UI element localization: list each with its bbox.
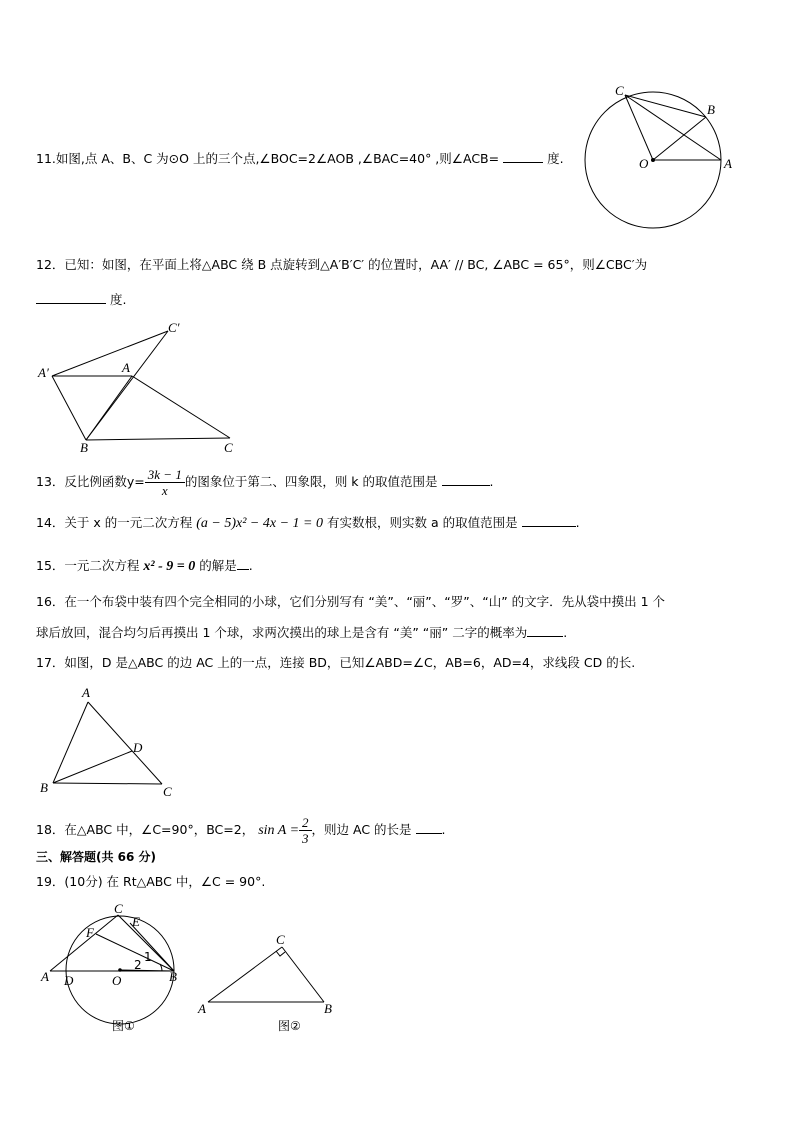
- q14-text: [36, 516, 580, 531]
- fig19a-label-o: O: [112, 973, 122, 988]
- q16-tail: .: [563, 625, 568, 640]
- fig17-label-c: C: [163, 784, 172, 799]
- fig11-ob: [653, 117, 706, 160]
- fig12-ba: [86, 376, 132, 440]
- q16-line2-wrap: [36, 626, 567, 640]
- fig19a-label-a: A: [41, 969, 49, 984]
- fig11-label-o: O: [639, 156, 649, 171]
- q13-pre: 13．反比例函数y=: [36, 474, 145, 489]
- q18-sin: sin A =: [258, 823, 300, 838]
- q16-line2: 球后放回，混合均匀后再摸出 1 个球，求两次摸出的球上是含有 “美” “丽” 二字的概率为: [36, 625, 528, 640]
- fig12-label-a1: A′: [38, 365, 49, 380]
- fig17-label-b: B: [40, 780, 48, 795]
- fig19b-cb: [282, 947, 324, 1002]
- fig19b-label-b: B: [324, 1001, 332, 1016]
- fig12-label-b: B: [80, 440, 88, 455]
- q14-blank[interactable]: [522, 516, 576, 527]
- fig19a-label-f: F: [86, 925, 94, 940]
- fig11-label-c: C: [615, 83, 624, 98]
- q18-numerator: 2: [299, 816, 312, 831]
- q15-pre: 15．一元二次方程: [36, 558, 140, 573]
- fig19b-triangle-diagram: [194, 930, 344, 1040]
- q14-equation: (a − 5)x² − 4x − 1 = 0: [196, 516, 323, 531]
- q11-text: [36, 152, 564, 166]
- q17-text: 17．如图，D 是△ABC 的边 AC 上的一点，连接 BD，已知∠ABD=∠C，AB=6，AD=4，求线段 CD 的长.: [36, 655, 636, 670]
- q18-post: ，则边 AC 的长是: [311, 822, 412, 837]
- q16-line1: 16．在一个布袋中装有四个完全相同的小球，它们分别写有 “美”、“丽”、“罗”、“山” 的文字．先从袋中摸出 1 个: [36, 594, 666, 609]
- q12-stem: 12．已知：如图，在平面上将△ABC 绕 B 点旋转到△A′B′C′ 的位置时，AA′ // BC, ∠ABC = 65°，则∠CBC′为: [36, 257, 648, 272]
- q13-denominator: x: [161, 483, 168, 498]
- q14-tail: .: [575, 515, 580, 530]
- q11-stem: 11.如图,点 A、B、C 为⊙O 上的三个点,∠BOC=2∠AOB ,∠BAC=40° ,则∠ACB=: [36, 151, 500, 166]
- fig19b-label-a: A: [198, 1001, 206, 1016]
- section-title: 三、解答题(共 66 分): [36, 850, 157, 864]
- q13-blank[interactable]: [442, 475, 490, 486]
- fig19a-label-b: B: [169, 969, 177, 984]
- q12-text: [36, 259, 647, 272]
- q13-post: 的图象位于第二、四象限，则 k 的取值范围是: [184, 474, 438, 489]
- q12-tail: 度.: [109, 292, 127, 307]
- fig11-label-a: A: [724, 156, 732, 171]
- fig12-ac: [132, 376, 230, 438]
- fig19a-angle-label-2: 2: [134, 958, 142, 972]
- fig11-label-b: B: [707, 102, 715, 117]
- q15-blank[interactable]: [237, 559, 249, 570]
- q15-equation: x² - 9 = 0: [143, 559, 196, 574]
- fig12-label-c1: C′: [168, 320, 180, 335]
- fig19a-ac: [50, 915, 118, 971]
- q13-tail: .: [489, 474, 494, 489]
- fig19a-label-c: C: [114, 901, 123, 916]
- fig19a-caption: 图①: [112, 1019, 135, 1033]
- q13-numerator: 3k − 1: [145, 468, 185, 483]
- fig17-ac: [88, 702, 162, 784]
- fig17-label-d: D: [133, 740, 143, 755]
- fig17-bc: [53, 783, 162, 784]
- q16-blank[interactable]: [527, 626, 563, 637]
- q15-text: [36, 559, 253, 574]
- q11-tail: 度.: [547, 151, 564, 166]
- q19-text: 19．(10分) 在 Rt△ABC 中，∠C = 90°.: [36, 874, 266, 889]
- fig11-center-dot: [651, 158, 655, 162]
- q18-text: [36, 816, 446, 845]
- fig17-triangle-diagram: [36, 684, 186, 800]
- q15-post: 的解是: [199, 558, 237, 573]
- q13-text: [36, 468, 493, 497]
- fig19b-caption: 图②: [278, 1019, 301, 1033]
- q15-tail: .: [248, 558, 253, 573]
- q14-pre: 14．关于 x 的一元二次方程: [36, 515, 193, 530]
- q18-tail: .: [441, 822, 446, 837]
- q18-pre: 18．在△ABC 中，∠C=90°，BC=2，: [36, 822, 255, 837]
- fig12-bc: [86, 438, 230, 440]
- fig12-label-a: A: [122, 360, 130, 375]
- q12-blank[interactable]: [36, 293, 106, 304]
- fig17-label-a: A: [82, 685, 90, 700]
- q14-post: 有实数根，则实数 a 的取值范围是: [326, 515, 518, 530]
- fig19a-label-d: D: [64, 973, 74, 988]
- fig19b-right-angle-mark: [276, 951, 285, 956]
- fig12-rotation-diagram: [34, 320, 244, 456]
- q18-denominator: 3: [302, 831, 309, 846]
- fig12-a1b: [52, 376, 86, 440]
- fig19a-angle-label-1: 1: [144, 950, 152, 964]
- q18-fraction: [299, 816, 312, 845]
- q12-answer-line: [36, 293, 126, 307]
- q11-blank[interactable]: [503, 152, 543, 163]
- fig19a-center-dot: [118, 968, 122, 972]
- q18-blank[interactable]: [416, 823, 442, 834]
- fig19a-circle-diagram: [36, 900, 186, 1040]
- fig19b-ac: [208, 947, 282, 1002]
- fig19b-label-c: C: [276, 932, 285, 947]
- q13-fraction: [145, 468, 185, 497]
- fig19a-label-e: E: [132, 914, 140, 929]
- fig12-label-c: C: [224, 440, 233, 455]
- fig11-circle-diagram: [583, 82, 743, 234]
